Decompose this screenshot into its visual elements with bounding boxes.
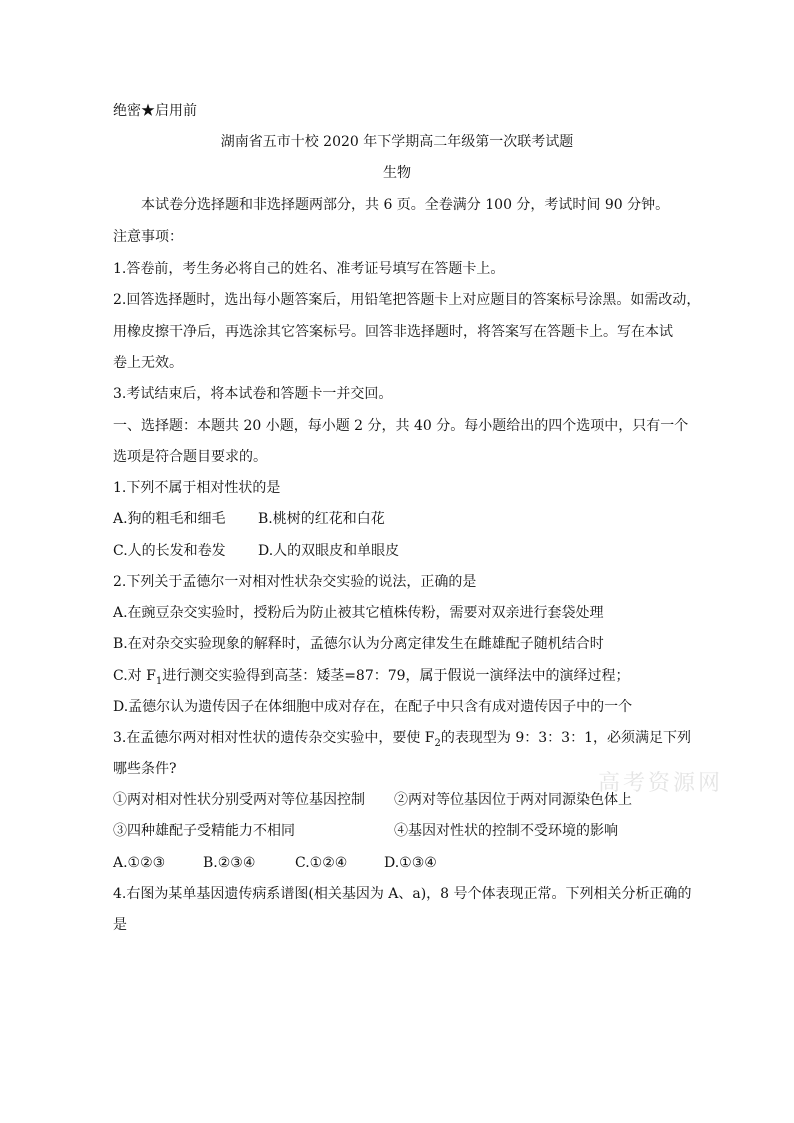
q3-stem-line-2: 哪些条件? — [113, 761, 177, 777]
q2-option-c — [113, 666, 630, 692]
q3-option-c: C.①②④ — [295, 855, 348, 871]
q1-stem: 1.下列不属于相对性状的是 — [113, 480, 281, 496]
note-2-line-2: 用橡皮擦干净后，再选涂其它答案标号。回答非选择题时，将答案写在答题卡上。写在本试 — [113, 324, 673, 340]
notes-heading: 注意事项： — [113, 229, 183, 245]
q2-option-d: D.孟德尔认为遗传因子在体细胞中成对存在，在配子中只含有成对遗传因子中的一个 — [113, 699, 633, 715]
q3-option-a: A.①②③ — [113, 855, 166, 871]
q3-condition-4: ④基因对性状的控制不受环境的影响 — [394, 823, 618, 839]
confidential-label: 绝密★启用前 — [113, 103, 197, 119]
note-3: 3.考试结束后，将本试卷和答题卡一并交回。 — [113, 386, 393, 402]
q3-option-b: B.②③④ — [203, 855, 256, 871]
q3-condition-1: ①两对相对性状分别受两对等位基因控制 — [113, 792, 365, 808]
q2-stem: 2.下列关于孟德尔一对相对性状杂交实验的说法，正确的是 — [113, 574, 477, 590]
q3-stem-prefix: 3.在孟德尔两对相对性状的遗传杂交实验中，要使 F — [113, 730, 435, 746]
q2-option-a: A.在豌豆杂交实验时，授粉后为防止被其它植株传粉，需要对双亲进行套袋处理 — [113, 605, 604, 621]
exam-title: 湖南省五市十校 2020 年下学期高二年级第一次联考试题 — [220, 134, 574, 150]
q4-stem-line-1: 4.右图为某单基因遗传病系谱图(相关基因为 A、a)，8 号个体表现正常。下列相关分析正确的 — [113, 886, 692, 902]
q3-condition-3: ③四种雄配子受精能力不相同 — [113, 823, 295, 839]
q1-option-c: C.人的长发和卷发 — [113, 543, 226, 559]
watermark: 高考资源网 — [598, 771, 724, 796]
section-heading-line-1: 一、选择题：本题共 20 小题，每小题 2 分，共 40 分。每小题给出的四个选项中，只有一个 — [113, 418, 689, 434]
subject-title: 生物 — [383, 165, 411, 181]
note-2-line-3: 卷上无效。 — [113, 355, 183, 371]
section-heading-line-2: 选项是符合题目要求的。 — [113, 449, 267, 465]
q3-option-d: D.①③④ — [384, 855, 437, 871]
q3-stem-line-1 — [113, 728, 691, 754]
note-1: 1.答卷前，考生务必将自己的姓名、准考证号填写在答题卡上。 — [113, 261, 505, 277]
exam-intro: 本试卷分选择题和非选择题两部分，共 6 页。全卷满分 100 分，考试时间 90 分钟。 — [141, 197, 670, 213]
q3-stem-subscript: 2 — [434, 737, 441, 749]
q2-option-b: B.在对杂交实验现象的解释时，孟德尔认为分离定律发生在雌雄配子随机结合时 — [113, 636, 604, 652]
q1-option-d: D.人的双眼皮和单眼皮 — [258, 543, 400, 559]
q3-stem-suffix: 的表现型为 9：3：3：1，必须满足下列 — [440, 730, 691, 746]
q2-option-c-prefix: C.对 F — [113, 668, 156, 684]
q3-condition-2: ②两对等位基因位于两对同源染色体上 — [394, 792, 632, 808]
q1-option-a: A.狗的粗毛和细毛 — [113, 511, 226, 527]
note-2-line-1: 2.回答选择题时，选出每小题答案后，用铅笔把答题卡上对应题目的答案标号涂黑。如需改动， — [113, 292, 701, 308]
q2-option-c-subscript: 1 — [155, 675, 163, 687]
q1-option-b: B.桃树的红花和白花 — [258, 511, 385, 527]
q4-stem-line-2: 是 — [113, 917, 127, 933]
q2-option-c-text: 进行测交实验得到高茎：矮茎=87：79，属于假说一演绎法中的演绎过程； — [162, 668, 630, 684]
